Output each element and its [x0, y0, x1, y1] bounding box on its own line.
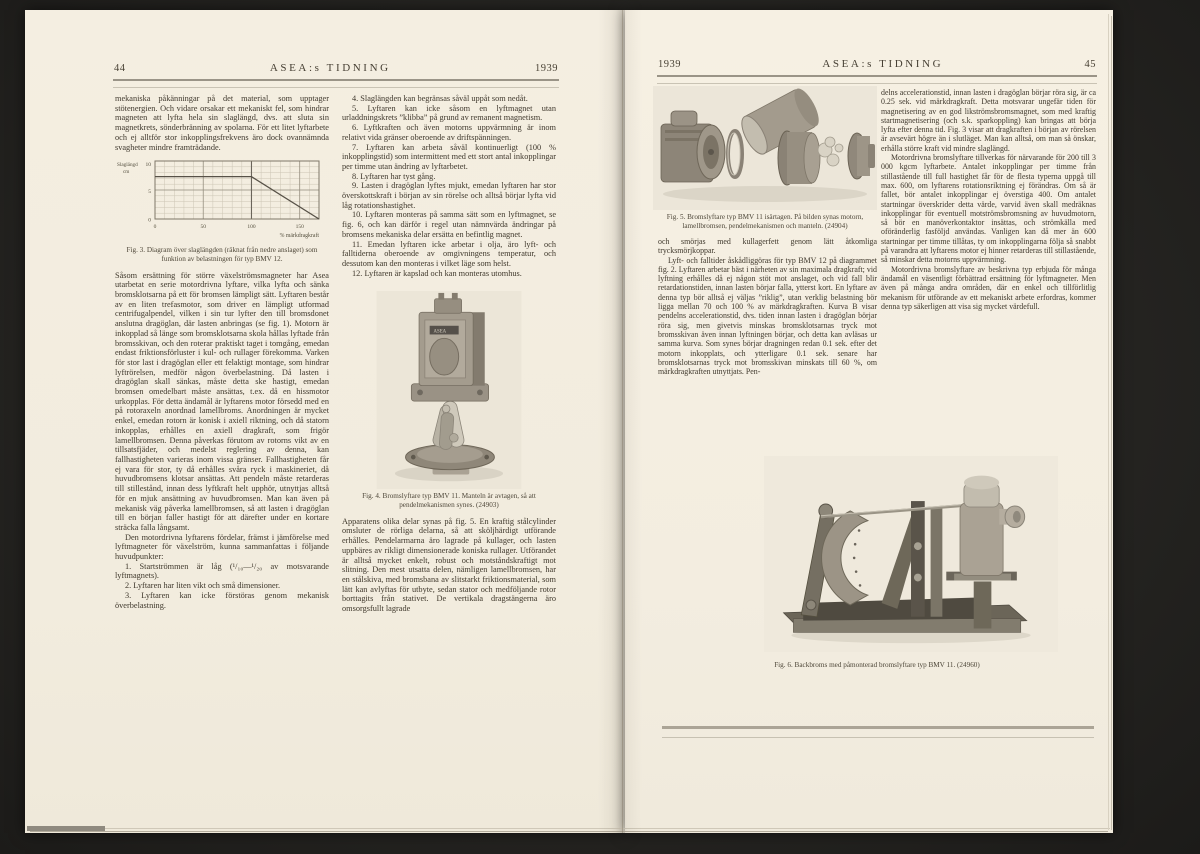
fig5-photo-figure — [653, 86, 877, 230]
year-label: 1939 — [535, 63, 558, 74]
chart-ytick-10: 10 — [145, 162, 151, 169]
page-edge-right — [1108, 14, 1109, 830]
page-44-column-1 — [115, 94, 329, 754]
page-44 — [25, 10, 625, 833]
fig4-caption: Fig. 4. Bromslyftare typ BMV 11. Manteln är avtagen, så att pendelmekanismen synes. (24903) — [362, 492, 536, 510]
page-45-header — [658, 58, 1096, 70]
body-paragraph: Den motordrivna lyftarens fördelar, främst i jämförelse med lyftmagneter för växelström, kunna sammanfattas i följande huvudpunkter: — [115, 532, 329, 562]
body-paragraph: mekaniska påkänningar på det material, som upptager stötenergien. Och vidare orsakar ett mekaniskt fel, som hindrar magneten att lyfta hela sin slaglängd, dvs. att sluta sin magnetkrets, sönderbränning av spolarna. För ett litet lyftarbete och ej alltför stor inkopplingsfrekvens äro dock ovannämnda svagheter mindre framträdande. — [115, 94, 329, 152]
page-44-header — [114, 62, 558, 74]
numbered-point: 7. Lyftaren kan arbeta såväl kontinuerligt (100 % inkopplingstid) som intermittent med ett stort antal inkopplingar per timme utan ändring av lyftarbetet. — [342, 142, 556, 171]
page-45-column-1 — [658, 237, 877, 475]
page-edge-bottom-2 — [30, 831, 1108, 832]
body-paragraph: delns accelerationstid, innan lasten i dragöglan börjar röra sig, är ca 0.25 sek. vid märkdragkraft. Detta motsvarar ungefär tiden för magnetisering av en god likströmsbromsmagnet, som med kraftig startmagnetisering (och s.k. sparkoppling) kan bringas att börja lyfta efter denna tid. Fig. 3 visar att dragkraften i början av rörelsen är avsevärt högre än i slutläget. Man kan alltså, om man så önskar, erhålla större kraft vid mindre slaglängd. — [881, 88, 1096, 153]
chart-plot-area — [155, 161, 319, 219]
header-rule — [657, 75, 1097, 84]
body-paragraph: Motordrivna bromslyftare av beskrivna typ erbjuda för många ändamål en väsentligt förbättrad ersättning för lyftmagneter. Men även på många andra områden, där en enkel och tillförlitlig mekanism för utförande av ett mekaniskt arbete erfordras, kommer denna typ säkerligen att visa sig mycket värdefull. — [881, 264, 1096, 311]
body-paragraph: Motordrivna bromslyftare tillverkas för närvarande för 200 till 3 000 kgcm lyftarbete. Antalet inkopplingar per timme från stillastående till full hastighet får för de flesta typerna uppgå till max. 600, om lyftarens rotationsriktning ej förändras. Om så är fallet, bör antalet inkopplingar ej överstiga 400. Om antalet startningar överskrider detta värde, varvid även skall medräknas inkopplingar för eventuell motströmsbromsning av huvudmotorn, så bör en manöverkontaktor insättas, och strömkälla med oföränderlig fasföljd användas. Vanligen kan då mer än 600 startningar per timme tillåtas, ty om inkopplingarna följa så snabbt på varandra att lyftarens motor ej hinner retarderas till stillastående, så minskar detta motorns uppvärmning. — [881, 153, 1096, 265]
fig3-chart-svg — [115, 157, 329, 243]
body-paragraph: och smörjas med kullagerfett genom lätt åtkomliga trycksmörjkoppar. — [658, 237, 877, 256]
numbered-point: 10. Lyftaren monteras på samma sätt som en lyftmagnet, se fig. 6, och kan därför i regel utan nämnvärda ändringar på bromsens mekaniska delar ersätta en befintlig magnet. — [342, 210, 556, 239]
body-paragraph: Såsom ersättning för större växelströmsmagneter har Asea utarbetat en serie motordrivna lyftare, vilka lyfta och sänka bromsklotsarna på ett för bromsen lämpligt sätt. Lyftaren består av en liten trefasmotor, som driver en lämpligt utformad centrifugalpendel, vilken i sin tur lyfter den till bromsdonet anslutna dragöglan, där lasten anbringas (se fig. 1). Motorn är inkopplad så länge som bromsklotsarna skola hållas lyftade från bromsskivan, och den roterar praktiskt taget i tomgång, emedan endast friktionsförluster i kul- och rullager förekomma. Varken för stor last i dragöglan eller ett felaktigt montage, som hindrar lyftrörelsen, medför någon överbelastning. Då lasten i dragöglan skall sänkas, måste detta ske hastigt, emedan bromsen omedelbart måste ansättas, t.ex. då en hissmotor urkopplas. För detta ändamål är lyftarens motor försedd med en på rotoraxeln anordnad lamellbroms. Anordningen är mycket enkel, emedan rotorn är konisk i axiell riktning, och då statorn inkopplas, erhålles en axiell dragkraft, som frigör lamellbromsen. Denna påverkas förutom av rotorns vikt av en tillsatsfjäder, och medelst reglering av denna, kan fallhastigheten varieras inom vissa gränser. Fallhastigheten får ej vara för stor, ty då erhålles svåra ryck i maskineriet, då huvudbromsens klotsar ansättas. Att pendeln måste retarderas till stillestånd, innan dess lyftkraft helt upphör, utnyttjas alltså för en mjuk ansättning av huvudbromsen. Man kan även på mekanisk väg påverka lamellbromsen, så att lasten i dragöglan till en början faller hastigt för att därefter under en kortare sträcka falla långsamt. — [115, 270, 329, 532]
numbered-point: 5. Lyftaren kan icke såsom en lyftmagnet utan urladdningskrets ”klibba” på grund av remanent magnetism. — [342, 103, 556, 123]
fig4-photo — [374, 291, 524, 489]
page-number: 44 — [114, 63, 126, 74]
chart-xtick-50: 50 — [200, 224, 206, 231]
fig3-caption: Fig. 3. Diagram över slaglängden (räknat från nedre anslaget) som funktion av belastningen för typ BMV 12. — [126, 246, 318, 263]
numbered-point: 9. Lasten i dragöglan lyftes mjukt, emedan lyftaren har stor överskottskraft i början av sin rörelse och alltså börjar lyfta vid låg rotationshastighet. — [342, 181, 556, 210]
numbered-point: 3. Lyftaren kan icke förstöras genom mekanisk överbelastning. — [115, 590, 329, 610]
page-edge-right-2 — [1111, 16, 1112, 830]
page-44-column-2 — [342, 94, 556, 754]
numbered-point: 1. Startströmmen är låg (¹/₁₀—¹/₂₀ av motsvarande lyftmagnets). — [115, 561, 329, 581]
numbered-point: 2. Lyftaren har liten vikt och små dimensioner. — [125, 581, 281, 591]
year-label: 1939 — [658, 59, 681, 70]
fig6-photo — [761, 456, 1061, 652]
chart-ytick-0: 0 — [148, 217, 151, 224]
chart-xtick-100: 100 — [247, 224, 256, 231]
fig6-caption: Fig. 6. Backbroms med påmonterad bromslyftare typ BMV 11. (24960) — [774, 661, 980, 669]
journal-title: ASEA:s TIDNING — [822, 58, 944, 70]
chart-xtick-0: 0 — [153, 224, 157, 231]
numbered-point: 8. Lyftaren har tyst gång. — [352, 171, 436, 181]
page-number: 45 — [1084, 59, 1096, 70]
numbered-point: 4. Slaglängden kan begränsas såväl uppåt som nedåt. — [352, 94, 528, 103]
chart-xtick-150: 150 — [295, 224, 304, 231]
journal-title: ASEA:s TIDNING — [269, 62, 391, 74]
header-rule — [113, 79, 559, 88]
article-end-rule — [662, 726, 1094, 738]
chart-ytick-5: 5 — [148, 189, 151, 196]
book-spine-crease — [622, 10, 623, 833]
page-45 — [625, 10, 1113, 833]
numbered-point: 6. Lyftkraften och även motorns uppvärmning är inom relativt vida gränser oberoende av driftspänningen. — [342, 123, 556, 142]
chart-xlabel: % märkdragkraft — [279, 233, 319, 240]
fig5-caption: Fig. 5. Bromslyftare typ BMV 11 isärtagen. På bilden synas motorn, lamellbromsen, pendelmekanismen och manteln. (24904) — [666, 213, 864, 230]
fig4-photo-figure — [342, 291, 556, 509]
page-edge-corner — [27, 826, 105, 831]
body-paragraph: Apparatens olika delar synas på fig. 5. En kraftig stålcylinder omsluter de rörliga delarna, så att sköljhärdigt utförande erhålles. Pendelarmarna äro lagrade på kullager, och lasten uppbäres av rikligt dimensionerade koniska rullager. Utförandet är alltså mycket enkelt, robust och motståndskraftigt mot slitning. Den mest utsatta delen, nämligen lamellbromsen, har en stålskiva, med bromsbana av slitstarkt friktionsmaterial, som lätt kan avlyftas för utbyte, sedan stator och medföljande rotor borttagits från stativet. De vertikala dragstängerna äro omsorgsfullt lagrade — [342, 516, 556, 614]
chart-ylabel-line1: Slaglängd — [117, 162, 138, 169]
fig4-device-label: ASEA — [433, 329, 447, 335]
fig5-photo — [653, 86, 877, 210]
numbered-point: 12. Lyftaren är kapslad och kan monteras utomhus. — [352, 268, 522, 278]
page-45-column-2 — [881, 88, 1096, 460]
numbered-point: 11. Emedan lyftaren icke arbetar i olja, äro lyft- och falltiderna oberoende av omgivningens temperatur, och dessutom kan den monteras i vilket läge som helst. — [342, 239, 556, 268]
page-edge-bottom — [28, 828, 1110, 829]
body-paragraph: Lyft- och falltider åskådliggöras för typ BMV 12 på diagrammet fig. 2. Lyftaren arbetar bäst i närheten av sin maximala dragkraft; vid lyftning erhålles då ej någon stöt mot anslaget, och vid fall blir retardationstiden, innan lasten börjar falla, ytterst kort. En lyftare av denna typ bör alltså ej väljas ”riklig”, utan verklig belastning bör ligga mellan 70 och 100 % av märkdragkraften. Kurva B visar pendelns accelerationstid, dvs. tiden innan lasten i dragöglan börjar röra sig, men givetvis minskas bromsklotsarnas tryck mot bromsskivan även innan lyftningen börjar, och detta kan avläsas ur samma kurva. Som synes börjar dragningen redan 0.1 sek. efter det motorn inkopplats, och ytterligare 0.1 sek. senare har bromsklotsarnas tryck mot bromsskivan minskats till 60 %, om märkdragkraften utnyttjats. Pen- — [658, 255, 877, 377]
fig6-photo-figure — [753, 456, 1069, 652]
chart-ylabel-line2: cm — [123, 169, 130, 176]
fig3-chart — [115, 157, 329, 263]
